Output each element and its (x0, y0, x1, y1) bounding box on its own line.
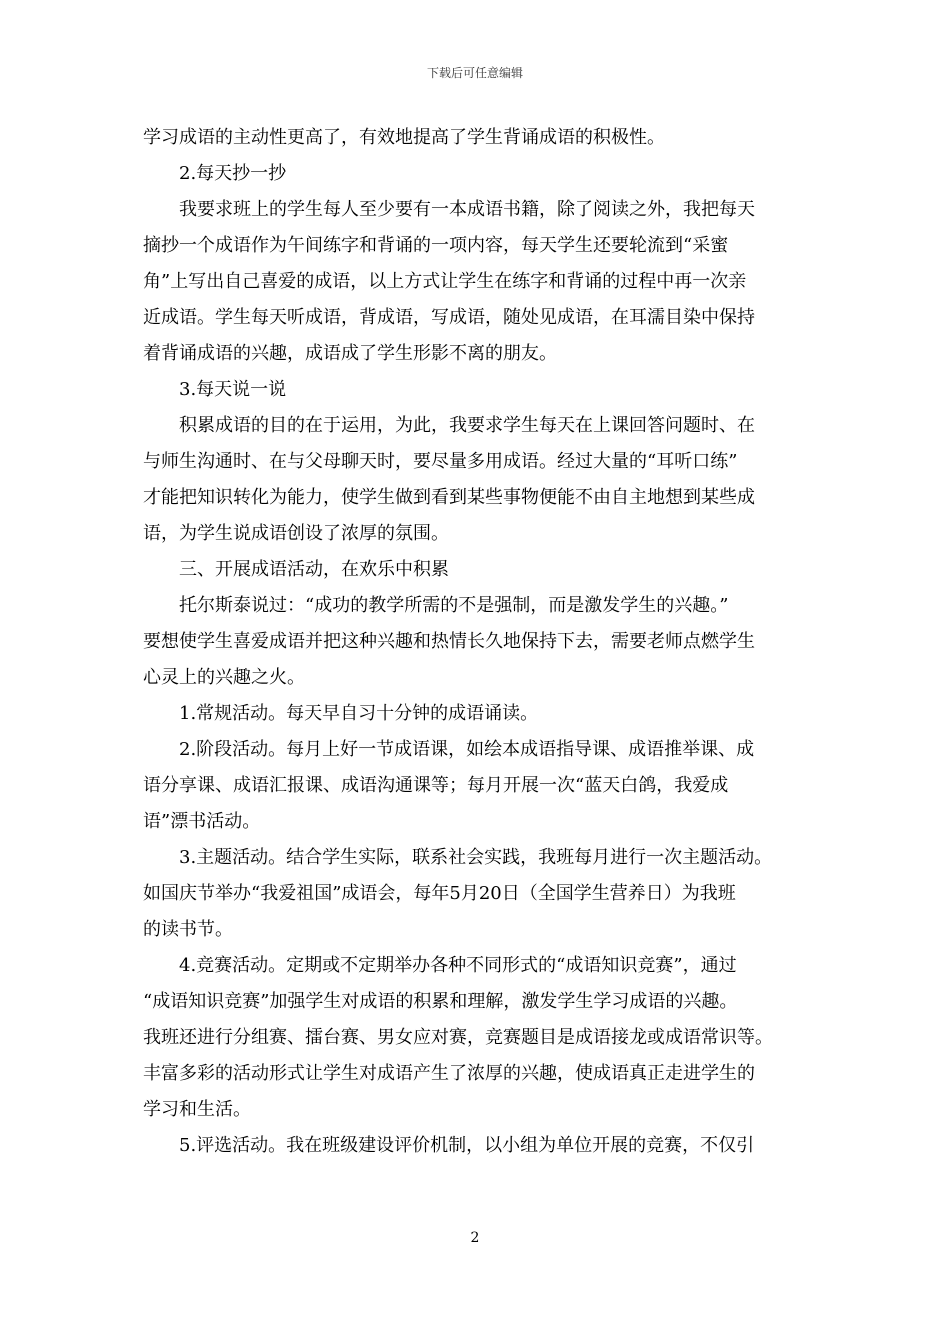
page-header: 下载后可任意编辑 (426, 66, 523, 80)
document-body (143, 120, 811, 1164)
text-line: 如国庆节举办“我爱祖国”成语会，每年5月20日（全国学生营养日）为我班 (143, 883, 736, 904)
text-line: 语”漂书活动。 (143, 811, 261, 832)
text-line: 才能把知识转化为能力，使学生做到看到某些事物便能不由自主地想到某些成 (143, 487, 755, 508)
text-line: 的读书节。 (143, 919, 233, 940)
text-line: 三、开展成语活动，在欢乐中积累 (179, 559, 449, 580)
text-line: 语分享课、成语汇报课、成语沟通课等；每月开展一次“蓝天白鸽，我爱成 (143, 775, 729, 796)
text-line: 学习和生活。 (143, 1099, 251, 1120)
text-line: 要想使学生喜爱成语并把这种兴趣和热情长久地保持下去，需要老师点燃学生 (143, 631, 755, 652)
text-line: 着背诵成语的兴趣，成语成了学生形影不离的朋友。 (143, 343, 557, 364)
text-line: 2.每天抄一抄 (179, 163, 287, 184)
text-line: 2.阶段活动。每月上好一节成语课，如绘本成语指导课、成语推举课、成 (179, 739, 755, 760)
text-line: 3.每天说一说 (179, 379, 287, 400)
text-line: 托尔斯泰说过：“成功的教学所需的不是强制，而是激发学生的兴趣。” (179, 595, 729, 616)
text-line: 角”上写出自己喜爱的成语，以上方式让学生在练字和背诵的过程中再一次亲 (143, 271, 747, 292)
text-line: 学习成语的主动性更高了，有效地提高了学生背诵成语的积极性。 (143, 127, 665, 148)
text-line: 近成语。学生每天听成语，背成语，写成语，随处见成语，在耳濡目染中保持 (143, 307, 755, 328)
text-line: 语，为学生说成语创设了浓厚的氛围。 (143, 523, 449, 544)
text-line: 心灵上的兴趣之火。 (143, 667, 305, 688)
text-line: 5.评选活动。我在班级建设评价机制，以小组为单位开展的竞赛，不仅引 (179, 1135, 755, 1156)
text-line: 1.常规活动。每天早自习十分钟的成语诵读。 (179, 703, 539, 724)
text-line: 摘抄一个成语作为午间练字和背诵的一项内容，每天学生还要轮流到“采蜜 (143, 235, 729, 256)
page-number: 2 (470, 1230, 480, 1246)
text-line: 我要求班上的学生每人至少要有一本成语书籍，除了阅读之外，我把每天 (179, 199, 755, 220)
text-line: “成语知识竞赛”加强学生对成语的积累和理解，激发学生学习成语的兴趣。 (143, 991, 738, 1012)
text-line: 与师生沟通时、在与父母聊天时，要尽量多用成语。经过大量的“耳听口练” (143, 451, 738, 472)
text-line: 我班还进行分组赛、擂台赛、男女应对赛，竞赛题目是成语接龙或成语常识等。 (143, 1027, 773, 1048)
text-line: 3.主题活动。结合学生实际，联系社会实践，我班每月进行一次主题活动。 (179, 847, 773, 868)
text-line: 积累成语的目的在于运用，为此，我要求学生每天在上课回答问题时、在 (179, 415, 755, 436)
text-line: 4.竞赛活动。定期或不定期举办各种不同形式的“成语知识竞赛”，通过 (179, 955, 737, 976)
text-line: 丰富多彩的活动形式让学生对成语产生了浓厚的兴趣，使成语真正走进学生的 (143, 1063, 755, 1084)
